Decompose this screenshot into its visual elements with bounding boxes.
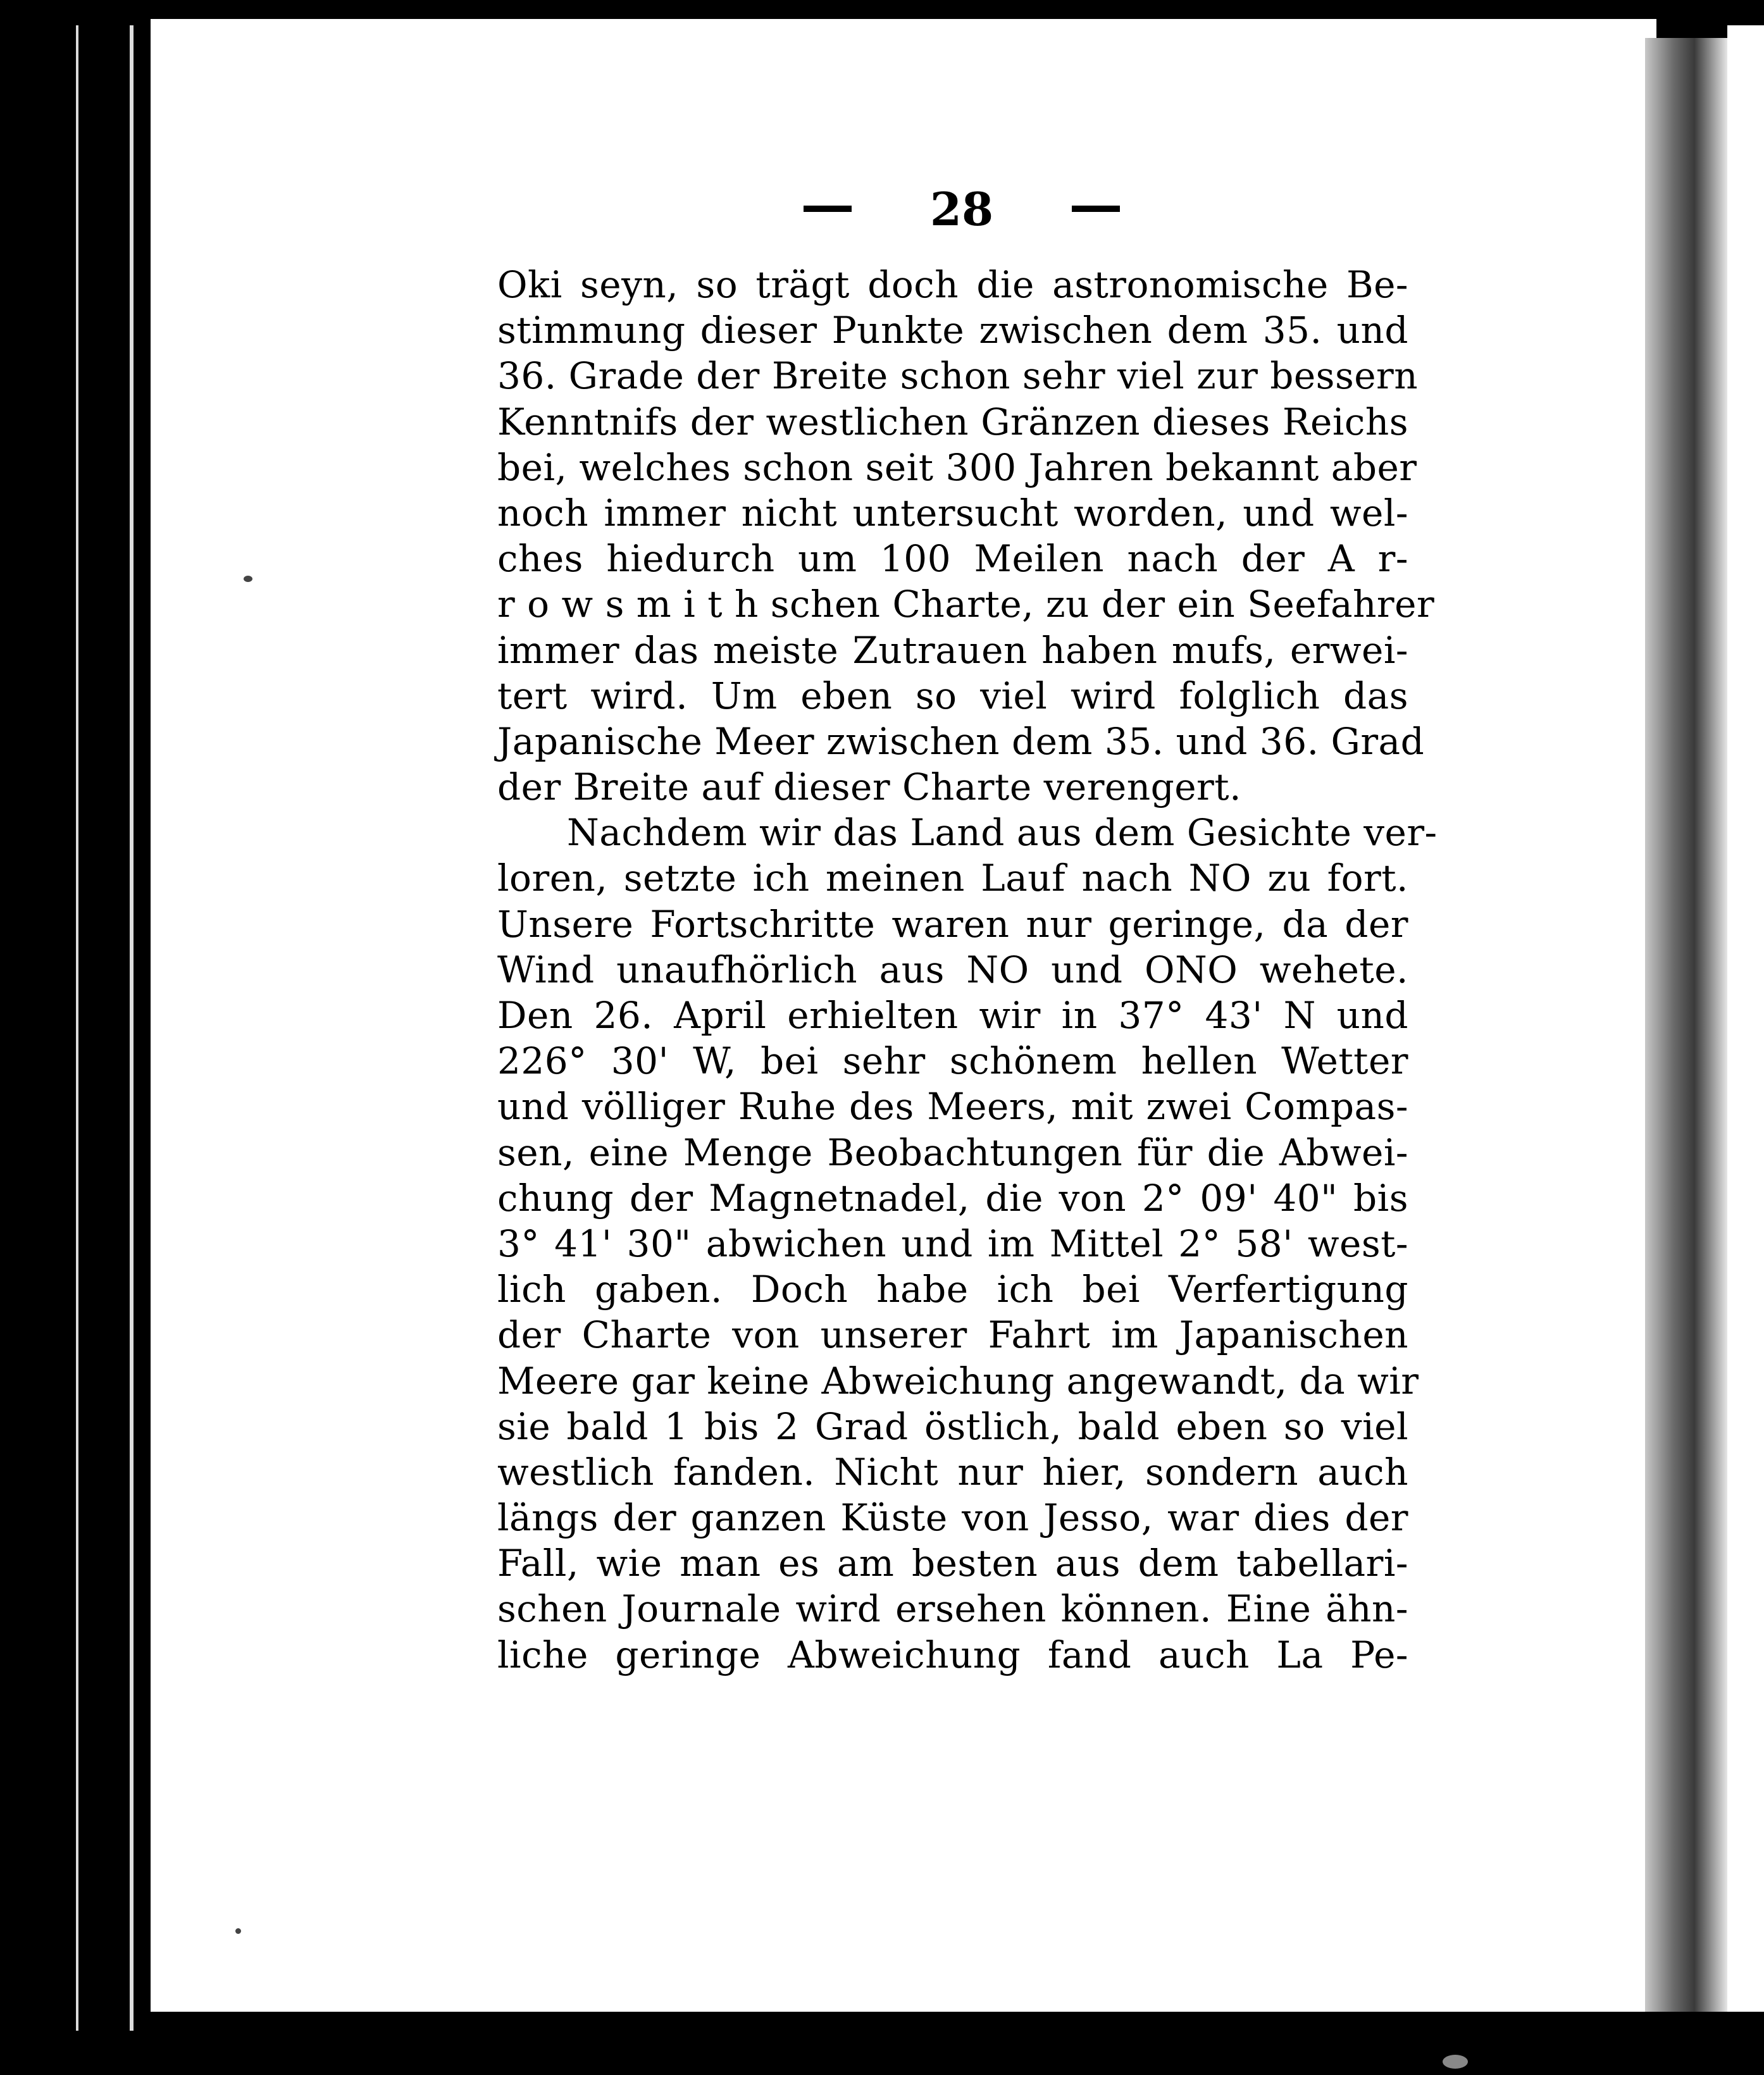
page-number: 28: [929, 182, 994, 236]
page-header: [804, 177, 1120, 240]
text-line: 3° 41' 30" abwichen und im Mittel 2° 58' west-: [497, 1222, 1408, 1265]
header-dash-left: [804, 206, 852, 212]
scan-speck: [1443, 2055, 1468, 2069]
binding-edge-line: [130, 25, 134, 2031]
text-line: tert wird. Um eben so viel wird folglich das: [497, 674, 1408, 717]
body-text: [497, 262, 1438, 1678]
text-line: ches hiedurch um 100 Meilen nach der A r-: [497, 537, 1408, 581]
text-line: Nachdem wir das Land aus dem Gesichte ver-: [567, 811, 1438, 855]
text-line: noch immer nicht untersucht worden, und wel-: [497, 491, 1408, 535]
book-binding: [0, 0, 158, 2075]
text-line: Meere gar keine Abweichung angewandt, da wir: [497, 1359, 1419, 1403]
text-line: und völliger Ruhe des Meers, mit zwei Compas-: [497, 1085, 1408, 1129]
header-dash-right: [1072, 206, 1120, 212]
text-line: bei, welches schon seit 300 Jahren bekannt aber: [497, 445, 1417, 489]
text-line: chung der Magnetnadel, die von 2° 09' 40" bis: [497, 1176, 1408, 1220]
scan-speck: [244, 576, 252, 582]
text-line: Oki seyn, so trägt doch die astronomische Be-: [497, 263, 1408, 306]
text-line: der Breite auf dieser Charte verengert.: [497, 765, 1242, 809]
text-line: sen, eine Menge Beobachtungen für die Abwei-: [497, 1130, 1408, 1174]
scan-bottom-border: [151, 2012, 1764, 2075]
text-line: lich gaben. Doch habe ich bei Verfertigung: [497, 1268, 1408, 1311]
text-line: Kenntnifs der westlichen Gränzen dieses Reichs: [497, 400, 1408, 443]
text-line: Wind unaufhörlich aus NO und ONO wehete.: [497, 948, 1408, 991]
text-line: r o w s m i t h schen Charte, zu der ein Seefahrer: [497, 583, 1435, 626]
text-line: sie bald 1 bis 2 Grad östlich, bald eben so viel: [497, 1404, 1408, 1448]
scan-speck: [235, 1928, 241, 1934]
binding-edge-line: [76, 25, 78, 2031]
text-line: stimmung dieser Punkte zwischen dem 35. und: [497, 309, 1408, 352]
text-line: westlich fanden. Nicht nur hier, sondern auch: [497, 1450, 1408, 1494]
text-line: immer das meiste Zutrauen haben mufs, erwei-: [497, 628, 1408, 672]
text-line: längs der ganzen Küste von Jesso, war dies der: [497, 1496, 1408, 1540]
text-line: liche geringe Abweichung fand auch La Pe-: [497, 1633, 1408, 1676]
text-line: Japanische Meer zwischen dem 35. und 36. Grad: [497, 719, 1425, 763]
page-gutter-shadow: [1645, 38, 1727, 2012]
text-line: Unsere Fortschritte waren nur geringe, da der: [497, 902, 1408, 946]
text-line: 226° 30' W, bei sehr schönem hellen Wetter: [497, 1039, 1408, 1083]
text-line: Den 26. April erhielten wir in 37° 43' N und: [497, 994, 1408, 1037]
next-page-edge: [1727, 25, 1764, 2075]
text-line: loren, setzte ich meinen Lauf nach NO zu fort.: [497, 857, 1408, 900]
text-line: der Charte von unserer Fahrt im Japanischen: [497, 1313, 1408, 1357]
text-line: 36. Grade der Breite schon sehr viel zur bessern: [497, 354, 1419, 398]
text-line: schen Journale wird ersehen können. Eine ähn-: [497, 1587, 1408, 1631]
text-line: Fall, wie man es am besten aus dem tabellari-: [497, 1542, 1408, 1585]
